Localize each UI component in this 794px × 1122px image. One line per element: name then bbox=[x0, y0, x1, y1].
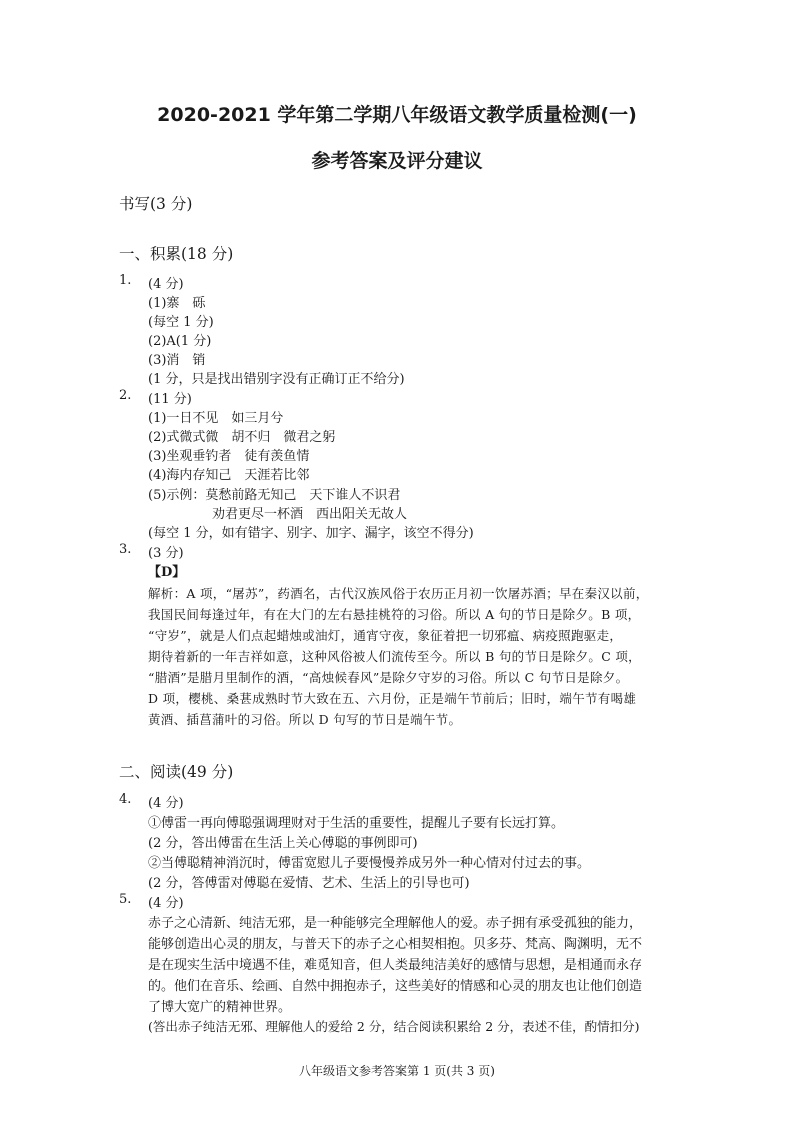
answer-line: 赤子之心清新、纯洁无邪，是一种能够完全理解他人的爱。赤子拥有承受孤独的能力， bbox=[148, 916, 643, 931]
analysis-line: D 项，樱桃、桑葚成熟时节大致在五、六月份，正是端午节前后；旧时，端午节有喝雄 bbox=[148, 691, 637, 706]
answer-line: (答出赤子纯洁无邪、理解他人的爱给 2 分，结合阅读积累给 2 分，表述不佳，酌情扣分) bbox=[148, 1019, 640, 1034]
analysis-line: 我国民间每逢过年，有在大门的左右悬挂桃符的习俗。所以 A 句的节日是除夕。B 项， bbox=[148, 607, 641, 622]
answer-line: ②当傅聪精神消沉时，傅雷宽慰儿子要慢慢养成另外一种心情对付过去的事。 bbox=[148, 856, 591, 871]
analysis-line: 期待着新的一年吉祥如意，这种风俗被人们流传至今。所以 B 句的节日是除夕。C 项， bbox=[148, 649, 641, 664]
analysis-line: 黄酒、插菖蒲叶的习俗。所以 D 句写的节日是端午节。 bbox=[148, 712, 462, 727]
section-heading-reading: 二、阅读(49 分) bbox=[119, 763, 234, 781]
question-number: 3. bbox=[119, 542, 132, 557]
question-number: 5. bbox=[119, 892, 132, 907]
answer-line: 了博大宽广的精神世界。 bbox=[148, 1000, 292, 1015]
section-heading-accumulation: 一、积累(18 分) bbox=[119, 245, 234, 263]
page-subtitle: 参考答案及评分建议 bbox=[311, 150, 483, 172]
answer-line: 劝君更尽一杯酒 西出阳关无故人 bbox=[212, 507, 408, 522]
question-number: 4. bbox=[119, 792, 132, 807]
answer-line: (5)示例：莫愁前路无知己 天下谁人不识君 bbox=[148, 488, 401, 503]
page-footer: 八年级语文参考答案第 1 页(共 3 页) bbox=[299, 1064, 495, 1078]
answer-line: (每空 1 分，如有错字、别字、加字、漏字，该空不得分) bbox=[148, 526, 474, 541]
answer-line: 的。他们在音乐、绘画、自然中拥抱赤子，这些美好的情感和心灵的朋友也让他们创造 bbox=[148, 979, 643, 994]
analysis-line: 解析：A 项，“屠苏”，药酒名，古代汉族风俗于农历正月初一饮屠苏酒；早在秦汉以前， bbox=[148, 586, 649, 601]
answer-line: 是在现实生活中境遇不佳，难觅知音，但人类最纯洁美好的感情与思想，是相通而永存 bbox=[148, 958, 643, 973]
answer-line: 能够创造出心灵的朋友，与普天下的赤子之心相契相抱。贝多芬、梵高、陶渊明，无不 bbox=[148, 937, 643, 952]
question-score: (4 分) bbox=[148, 896, 184, 911]
writing-score: 书写(3 分) bbox=[119, 195, 193, 213]
answer-choice: 【D】 bbox=[148, 565, 186, 580]
answer-line: (3)消 销 bbox=[148, 353, 206, 368]
answer-line: (2 分，答出傅雷在生活上关心傅聪的事例即可) bbox=[148, 836, 418, 851]
question-number: 2. bbox=[119, 388, 132, 403]
answer-line: (2)式微式微 胡不归 微君之躬 bbox=[148, 430, 336, 445]
answer-line: (1)寨 砾 bbox=[148, 296, 206, 311]
question-number: 1. bbox=[119, 273, 132, 288]
analysis-line: “腊酒”是腊月里制作的酒，“高烛候春风”是除夕守岁的习俗。所以 C 句节日是除夕。 bbox=[148, 670, 629, 685]
page-title: 2020-2021 学年第二学期八年级语文教学质量检测(一) bbox=[157, 104, 637, 126]
answer-line: (每空 1 分) bbox=[148, 315, 214, 330]
answer-line: (1)一日不见 如三月兮 bbox=[148, 411, 284, 426]
analysis-line: “守岁”，就是人们点起蜡烛或油灯，通宵守夜，象征着把一切邪瘟、病疫照跑驱走， bbox=[148, 628, 623, 643]
question-score: (3 分) bbox=[148, 546, 184, 561]
answer-line: (4)海内存知己 天涯若比邻 bbox=[148, 468, 310, 483]
answer-line: (2)A(1 分) bbox=[148, 334, 212, 349]
answer-line: (1 分，只是找出错别字没有正确订正不给分) bbox=[148, 372, 405, 387]
question-score: (4 分) bbox=[148, 277, 184, 292]
answer-line: (2 分，答傅雷对傅聪在爱情、艺术、生活上的引导也可) bbox=[148, 876, 470, 891]
question-score: (11 分) bbox=[148, 392, 192, 407]
question-score: (4 分) bbox=[148, 796, 184, 811]
answer-line: ①傅雷一再向傅聪强调理财对于生活的重要性，提醒儿子要有长远打算。 bbox=[148, 816, 565, 831]
answer-line: (3)坐观垂钓者 徒有羡鱼情 bbox=[148, 449, 310, 464]
